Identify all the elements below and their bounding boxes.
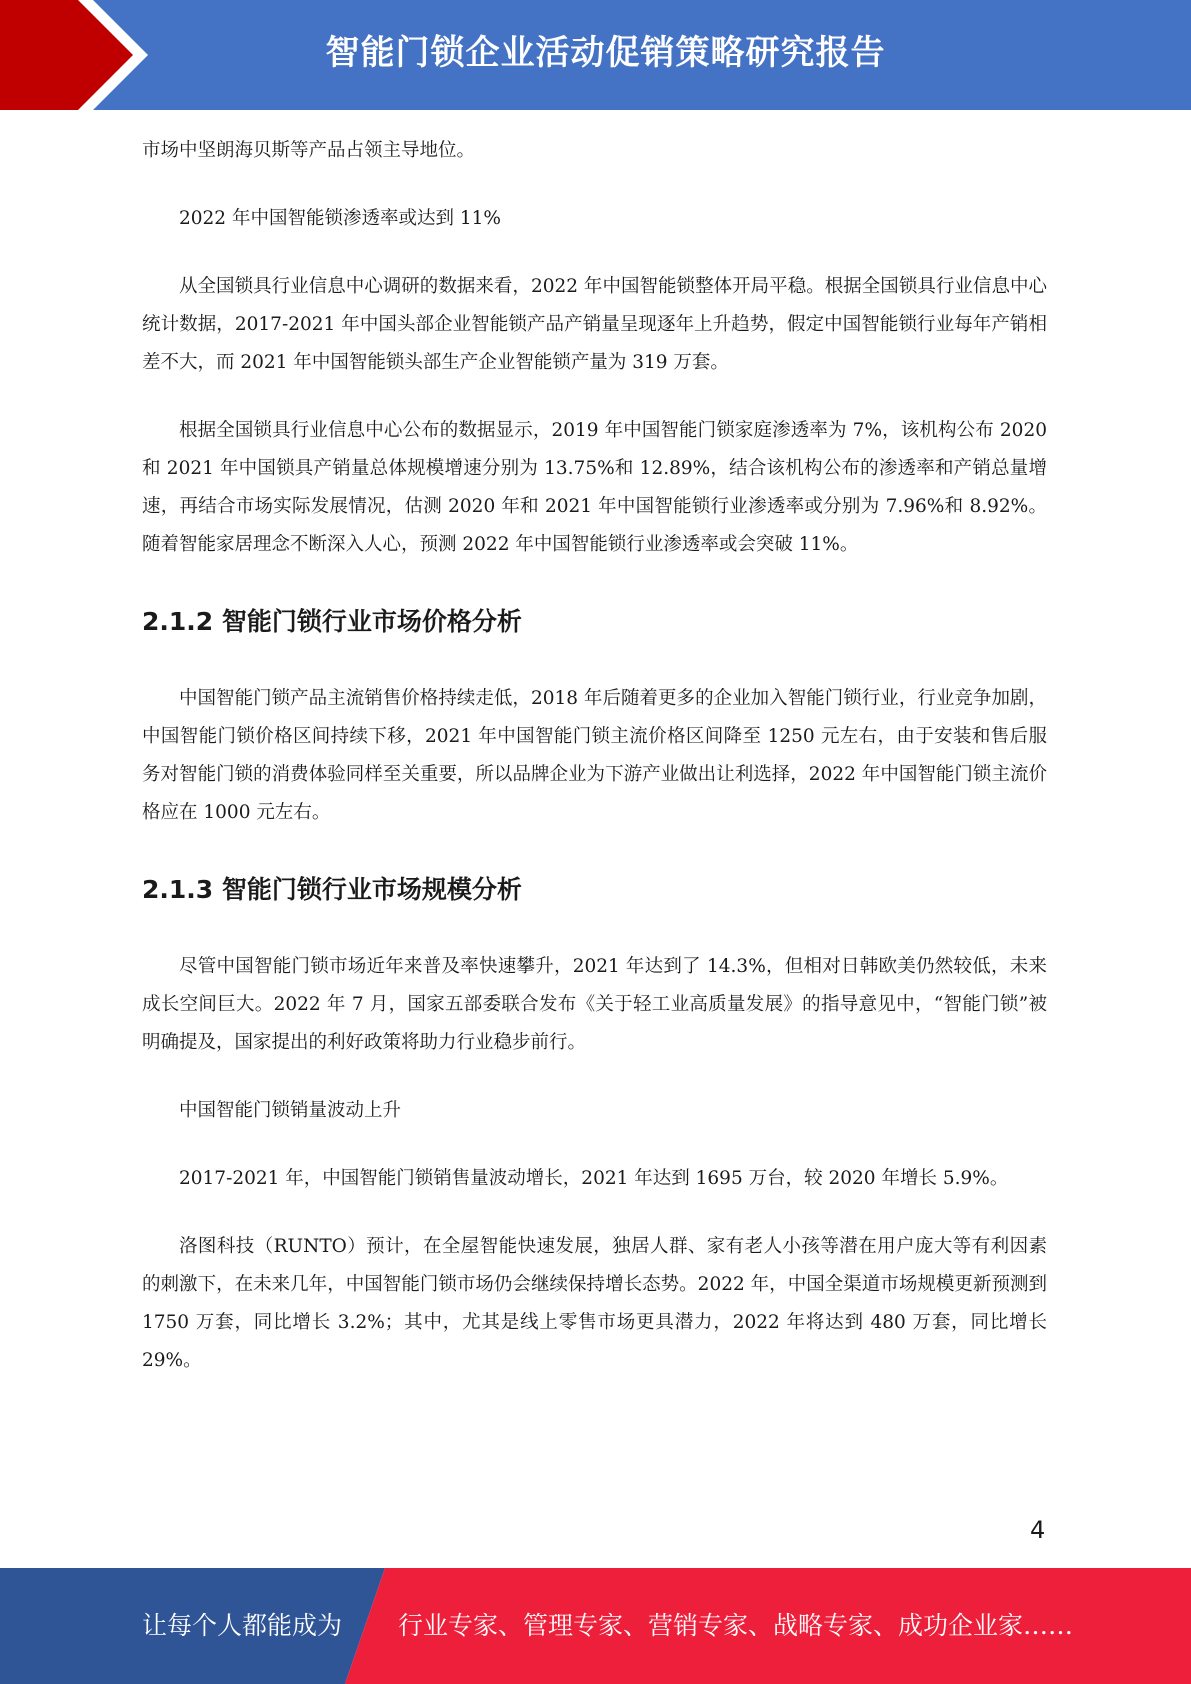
footer-slogan-right: 行业专家、管理专家、营销专家、战略专家、成功企业家…… [398, 1611, 1074, 1640]
paragraph: 2017-2021 年，中国智能门锁销售量波动增长，2021 年达到 1695 万台，较 2020 年增长 5.9%。 [179, 1168, 1009, 1189]
paragraph: 尽管中国智能门锁市场近年来普及率快速攀升，2021 年达到了 14.3%，但相对日韩欧美仍然较低，未来成长空间巨大。2022 年 7 月，国家五部委联合发布《关于轻工业高质量发展》的指导意见中，“智能门锁”被明确提及，国家提出的利好政策将助力行业稳步前行。 [142, 956, 1047, 1053]
paragraph: 洛图科技（RUNTO）预计，在全屋智能快速发展，独居人群、家有老人小孩等潜在用户庞大等有利因素的刺激下，在未来几年，中国智能门锁市场仍会继续保持增长态势。2022 年，中国全渠道市场规模更新预测到 1750 万套，同比增长 3.2%；其中，尤其是线上零售市场更具潜力，2022 年将达到 480 万套，同比增长 29%。 [142, 1236, 1047, 1371]
section-heading-2-1-2: 2.1.2 智能门锁行业市场价格分析 [142, 607, 522, 636]
document-body [142, 132, 1047, 1380]
page-header [0, 0, 1191, 110]
header-title: 智能门锁企业活动促销策略研究报告 [325, 33, 886, 73]
section-heading-2-1-3: 2.1.3 智能门锁行业市场规模分析 [142, 875, 522, 904]
paragraph: 中国智能门锁产品主流销售价格持续走低，2018 年后随着更多的企业加入智能门锁行业，行业竞争加剧，中国智能门锁价格区间持续下移，2021 年中国智能门锁主流价格区间降至 1250 元左右，由于安装和售后服务对智能门锁的消费体验同样至关重要，所以品牌企业为下游产业做出让利选择，2022 年中国智能门锁主流价格应在 1000 元左右。 [142, 688, 1047, 823]
paragraph: 从全国锁具行业信息中心调研的数据来看，2022 年中国智能锁整体开局平稳。根据全国锁具行业信息中心统计数据，2017-2021 年中国头部企业智能锁产品产销量呈现逐年上升趋势，假定中国智能锁行业每年产销相差不大，而 2021 年中国智能锁头部生产企业智能锁产量为 319 万套。 [142, 276, 1047, 373]
paragraph-subtitle: 2022 年中国智能锁渗透率或达到 11% [179, 208, 501, 229]
page-footer [0, 1568, 1191, 1684]
paragraph: 市场中坚朗海贝斯等产品占领主导地位。 [142, 140, 476, 161]
footer-slogan-left: 让每个人都能成为 [142, 1611, 343, 1640]
paragraph-subtitle: 中国智能门锁销量波动上升 [179, 1100, 402, 1121]
paragraph: 根据全国锁具行业信息中心公布的数据显示，2019 年中国智能门锁家庭渗透率为 7%，该机构公布 2020 和 2021 年中国锁具产销量总体规模增速分别为 13.75%和 12.89%，结合该机构公布的渗透率和产销总量增速，再结合市场实际发展情况，估测 2020 年和 2021 年中国智能锁行业渗透率或分别为 7.96%和 8.92%。随着智能家居理念不断深入人心，预测 2022 年中国智能锁行业渗透率或会突破 11%。 [142, 420, 1047, 555]
page-number: 4 [1030, 1516, 1046, 1544]
